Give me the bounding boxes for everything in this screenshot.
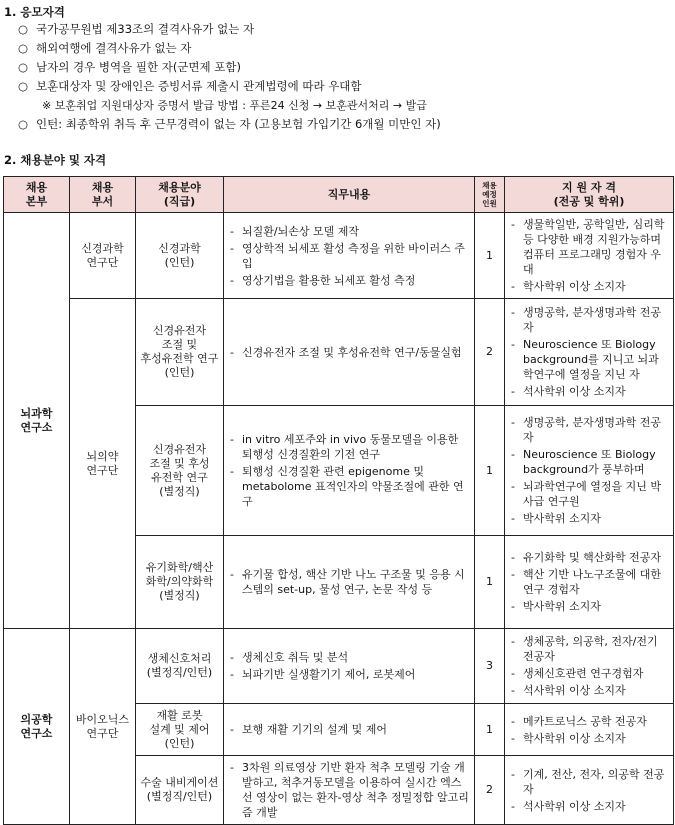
qual-item: - 유기화학 및 핵산화학 전공자 [511, 550, 669, 565]
field-cell: 생체신호처리 (별정직/인턴) [136, 629, 224, 704]
count-cell: 3 [475, 629, 505, 704]
eligibility-section [4, 4, 672, 134]
qual-item: - 학사학위 이상 소지자 [511, 279, 669, 294]
count-cell: 1 [475, 213, 505, 299]
count-cell: 2 [475, 756, 505, 825]
table-header-row [4, 177, 674, 213]
duty-item: - in vitro 세포주와 in vivo 동물모델을 이용한 퇴행성 신경질환의 기전 연구 [230, 432, 470, 462]
duty-item: - 뇌파기반 실생활기기 제어, 로봇제어 [230, 667, 470, 682]
qual-item: - Neuroscience 또 Biology background가 풍부하며 [511, 447, 669, 477]
quals-cell [505, 299, 674, 406]
table-row [4, 299, 674, 406]
header-field: 채용분야 (직급) [136, 177, 224, 213]
circle-marker-icon: ○ [18, 41, 29, 55]
duties-cell [224, 299, 475, 406]
circle-marker-icon: ○ [18, 117, 29, 131]
table-row [4, 213, 674, 299]
eligibility-item: ○ 해외여행에 결격사유가 없는 자 [4, 39, 672, 58]
qual-item: - 생물학일반, 공학일반, 심리학 등 다양한 배경 지원가능하며 컴퓨터 프로그래밍 경험자 우대 [511, 217, 669, 277]
qual-item: - 기계, 전산, 전자, 의공학 전공자 [511, 767, 669, 797]
count-cell: 2 [475, 299, 505, 406]
group-biomedical: 의공학 연구소 [4, 629, 70, 825]
duty-item: - 퇴행성 신경질환 관련 epigenome 및 metabolome 표적인자의 약물조절에 관한 연구 [230, 464, 470, 509]
duty-item: - 3차원 의료영상 기반 환자 척추 모델링 기술 개발하고, 척추거동모델을 이용하여 실시간 엑스선 영상이 없는 환자-영상 척추 정밀정합 알고리즘 개발 [230, 760, 470, 820]
dept-bionics: 바이오닉스 연구단 [70, 629, 136, 825]
table-row [4, 629, 674, 704]
qual-item: - 생체신호관련 연구경험자 [511, 666, 669, 681]
qual-item: - 박사학위 소지자 [511, 599, 669, 614]
circle-marker-icon: ○ [18, 22, 29, 36]
circle-marker-icon: ○ [18, 79, 29, 93]
quals-cell [505, 704, 674, 756]
header-dept: 채용 부서 [70, 177, 136, 213]
field-cell: 신경유전자 조절 및 후성유전학 연구 (인턴) [136, 299, 224, 406]
duty-item: - 뇌질환/뇌손상 모델 제작 [230, 224, 470, 239]
field-cell: 유기화학/핵산 화학/의약화학 (별정직) [136, 536, 224, 629]
eligibility-item: ○ 남자의 경우 병역을 필한 자(군면제 포함) [4, 58, 672, 77]
dept-brain-medicine: 뇌의약 연구단 [70, 299, 136, 629]
veteran-note: ※ 보훈취업 지원대상자 증명서 발급 방법 : 푸른24 신청 → 보훈관서처리 → 발급 [42, 99, 427, 112]
recruitment-table [3, 176, 674, 825]
duties-cell [224, 536, 475, 629]
duty-item: - 신경유전자 조절 및 후성유전학 연구/동물실험 [230, 345, 470, 360]
qual-item: - 석사학위 이상 소지자 [511, 799, 669, 814]
eligibility-title: 1. 응모자격 [4, 5, 65, 19]
recruitment-section-title: 2. 채용분야 및 자격 [4, 153, 107, 167]
quals-cell [505, 406, 674, 536]
count-cell: 1 [475, 704, 505, 756]
qual-item: - 박사학위 소지자 [511, 511, 669, 526]
duty-item: - 유기물 합성, 핵산 기반 나노 구조물 및 응용 시스템의 set-up, 물성 연구, 논문 작성 등 [230, 567, 470, 597]
header-duties: 직무내용 [224, 177, 475, 213]
qual-item: - 메카트로닉스 공학 전공자 [511, 714, 669, 729]
qual-item: - Neuroscience 또 Biology background를 지니고 뇌과학연구에 열정을 지닌 자 [511, 337, 669, 382]
field-cell: 신경과학 (인턴) [136, 213, 224, 299]
duties-cell [224, 406, 475, 536]
group-brain: 뇌과학 연구소 [4, 213, 70, 629]
quals-cell [505, 213, 674, 299]
qual-item: - 학사학위 이상 소지자 [511, 731, 669, 746]
qual-item: - 석사학위 이상 소지자 [511, 683, 669, 698]
duties-cell [224, 629, 475, 704]
qual-item: - 생체공학, 의공학, 전자/전기 전공자 [511, 634, 669, 664]
count-cell: 1 [475, 536, 505, 629]
quals-cell [505, 756, 674, 825]
dept-neuroscience: 신경과학 연구단 [70, 213, 136, 299]
eligibility-item: ○ 국가공무원법 제33조의 결격사유가 없는 자 [4, 20, 672, 39]
count-cell: 1 [475, 406, 505, 536]
qual-item: - 핵산 기반 나노구조물에 대한 연구 경험자 [511, 567, 669, 597]
duties-cell [224, 213, 475, 299]
duty-item: - 영상기법을 활용한 뇌세포 활성 측정 [230, 273, 470, 288]
qual-item: - 생명공학, 분자생명과학 전공자 [511, 415, 669, 445]
duty-item: - 영상학적 뇌세포 활성 측정을 위한 바이러스 주입 [230, 241, 470, 271]
quals-cell [505, 629, 674, 704]
qual-item: - 생명공학, 분자생명과학 전공자 [511, 305, 669, 335]
circle-marker-icon: ○ [18, 60, 29, 74]
duty-item: - 생체신호 취득 및 분석 [230, 650, 470, 665]
eligibility-item: ○ 보훈대상자 및 장애인은 증빙서류 제출시 관계법령에 따라 우대함 [4, 77, 672, 96]
duty-item: - 보행 재활 기기의 설계 및 제어 [230, 722, 470, 737]
header-hq: 채용 본부 [4, 177, 70, 213]
qual-item: - 뇌과학연구에 열정을 지닌 박사급 연구원 [511, 479, 669, 509]
eligibility-item: ○ 인턴: 최종학위 취득 후 근무경력이 없는 자 (고용보험 가입기간 6개월 미만인 자) [4, 115, 672, 134]
duties-cell [224, 756, 475, 825]
qual-item: - 석사학위 이상 소지자 [511, 384, 669, 399]
field-cell: 신경유전자 조절 및 후성 유전학 연구 (별정직) [136, 406, 224, 536]
header-count: 채용 예정 인원 [475, 177, 505, 213]
quals-cell [505, 536, 674, 629]
field-cell: 수술 내비게이션 (별정직/인턴) [136, 756, 224, 825]
duties-cell [224, 704, 475, 756]
field-cell: 재활 로봇 설계 및 제어 (인턴) [136, 704, 224, 756]
header-quals: 지 원 자 격 (전공 및 학위) [505, 177, 674, 213]
